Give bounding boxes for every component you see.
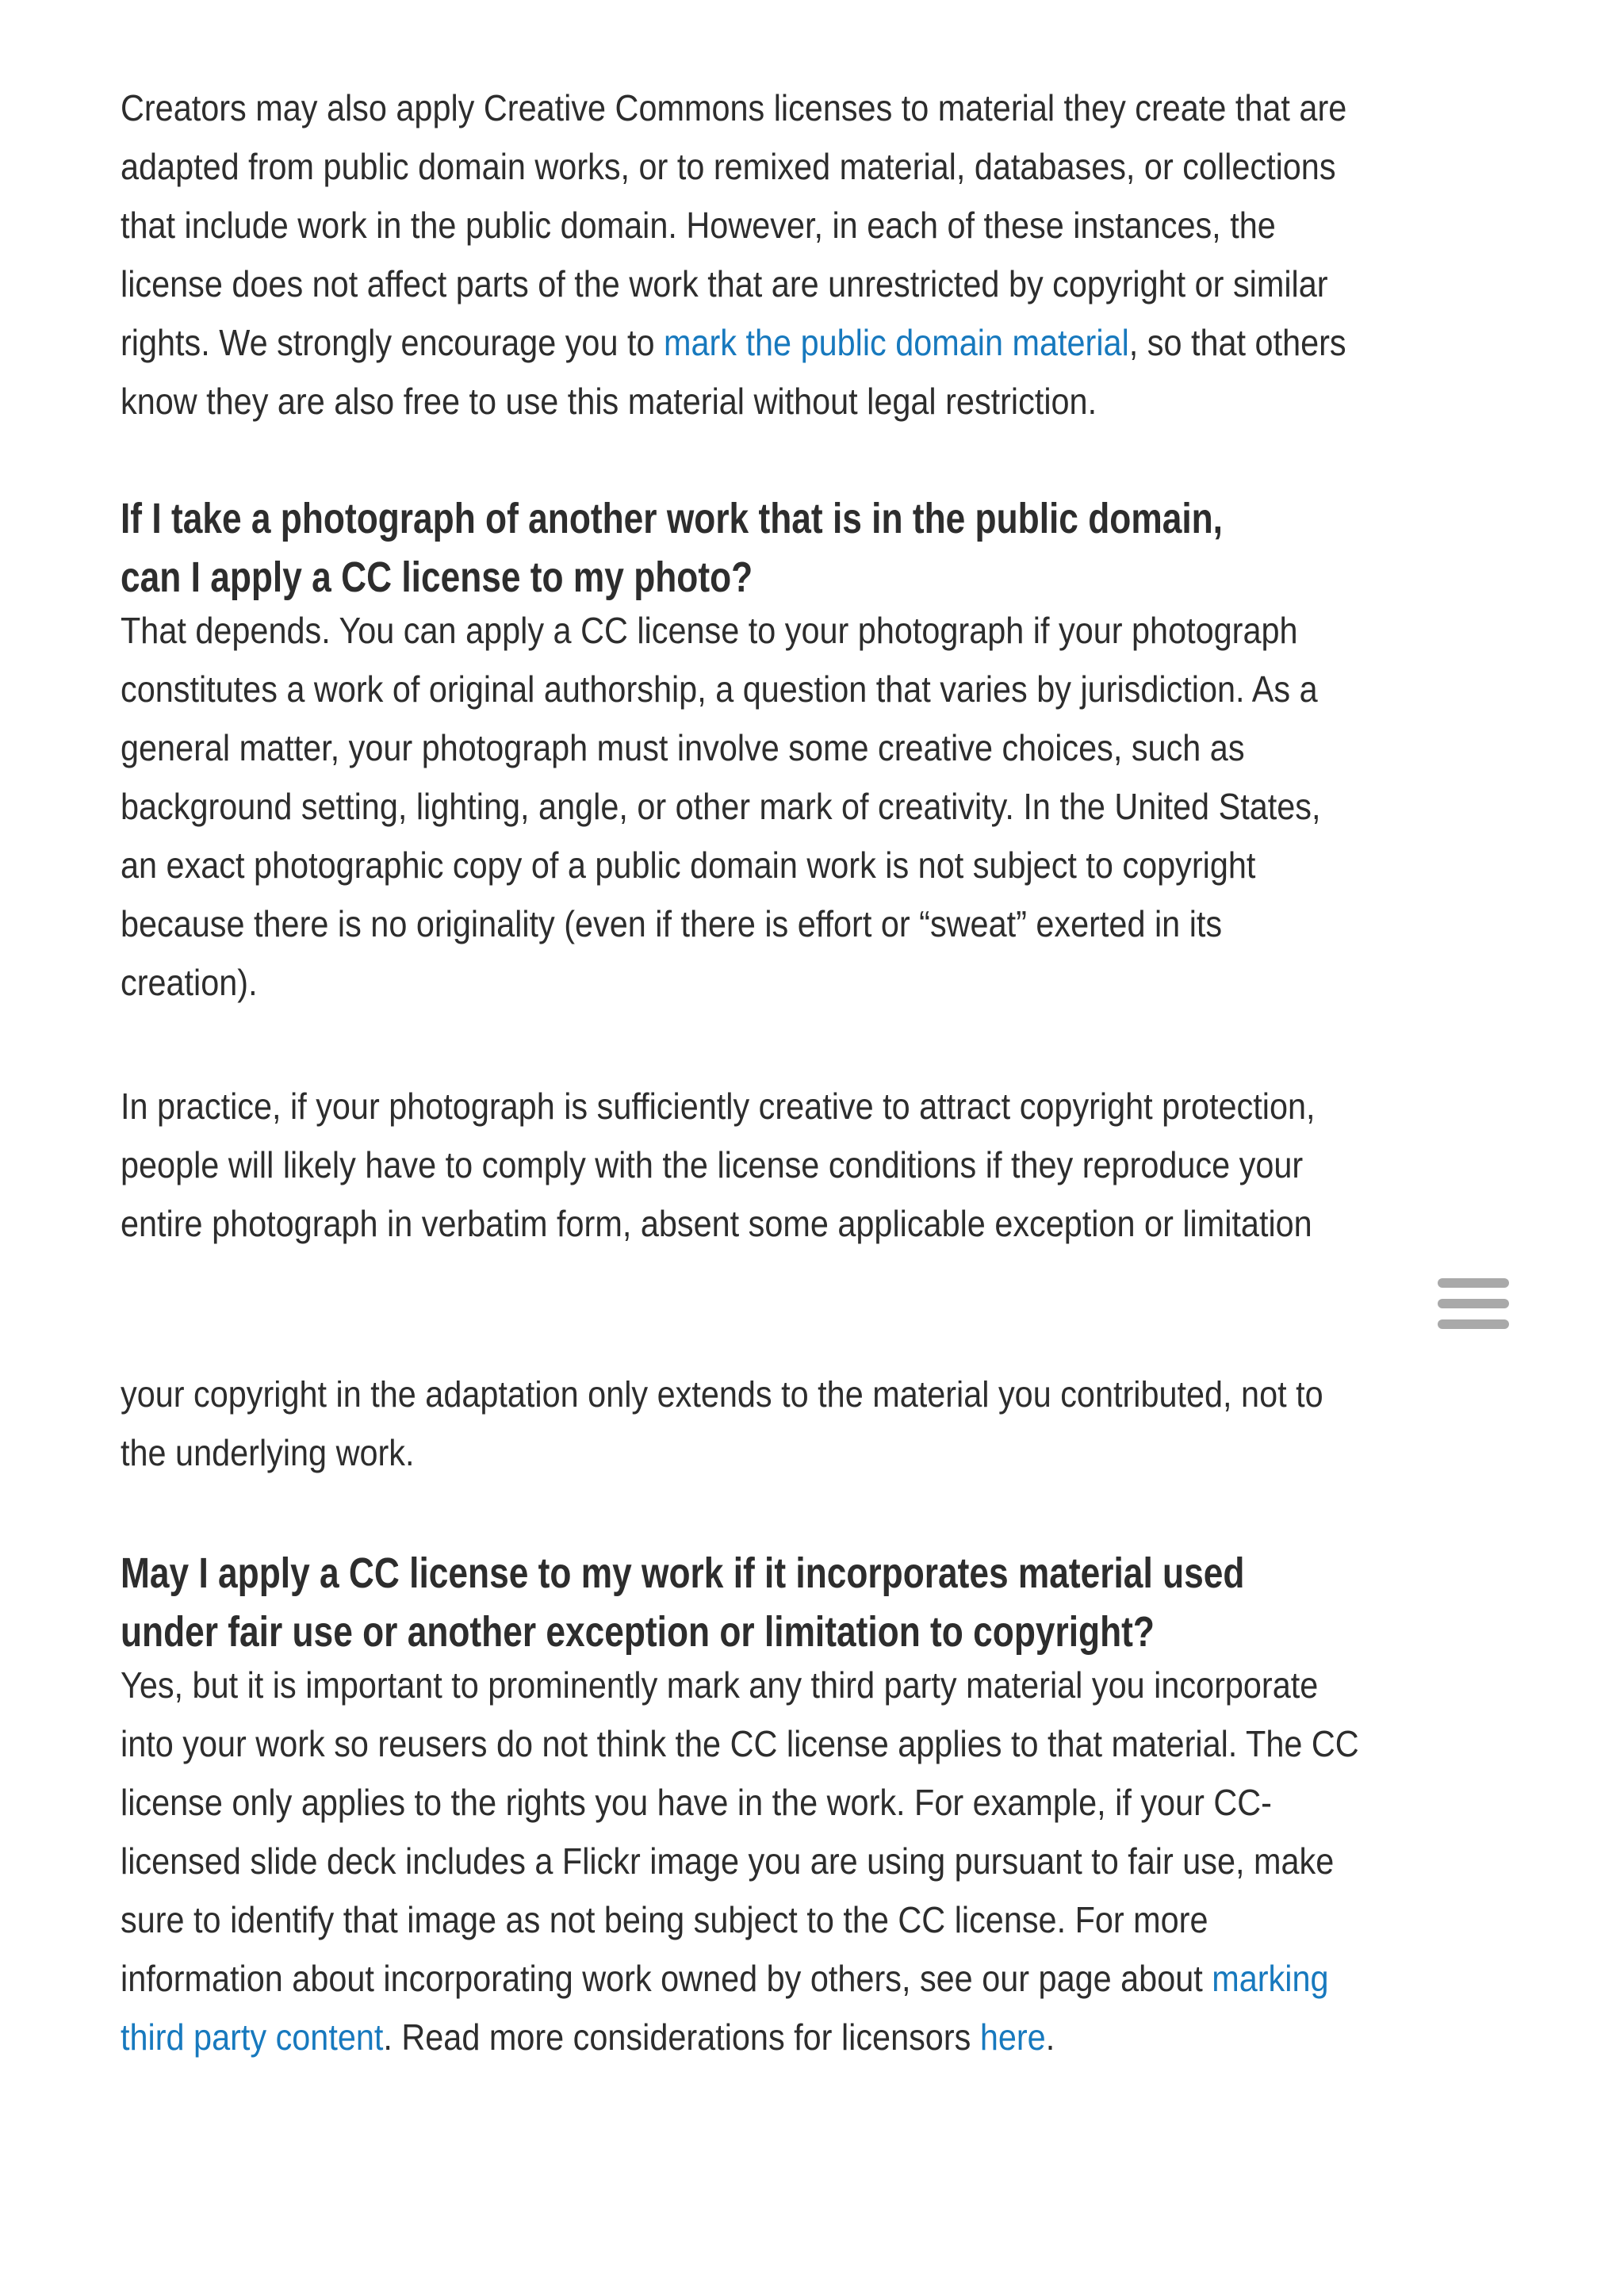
text-line: creation). (121, 962, 258, 1003)
paragraph-fair-use-answer (121, 1656, 1359, 2066)
text-segment: information about incorporating work owned by others, see our page about (121, 1958, 1212, 1999)
text-line: because there is no originality (even if there is effort or “sweat” exerted in its (121, 903, 1223, 944)
paragraph-photograph-answer (121, 601, 1320, 1012)
text-segment: , so that others (1128, 322, 1346, 363)
text-line (121, 313, 1346, 372)
text-line: adapted from public domain works, or to remixed material, databases, or collections (121, 146, 1336, 187)
paragraph-adaptation-copyright (121, 1381, 1398, 1482)
text-line: entire photograph in verbatim form, absent some applicable exception or limitation (121, 1203, 1312, 1244)
question-heading-photograph-public-domain (121, 489, 1223, 607)
text-line: In practice, if your photograph is sufficiently creative to attract copyright protection, (121, 1086, 1316, 1127)
paragraph-public-domain-adaptations (121, 79, 1346, 431)
hamburger-menu-icon (1438, 1299, 1509, 1308)
text-segment: . Read more considerations for licensors (383, 2016, 980, 2058)
hamburger-menu-icon (1438, 1278, 1509, 1288)
text-line (121, 1949, 1359, 2008)
link-marking-third-party-content[interactable]: third party content (121, 2016, 384, 2058)
text-line: people will likely have to comply with the license conditions if they reproduce your (121, 1144, 1304, 1185)
text-line: Yes, but it is important to prominently mark any third party material you incorporate (121, 1664, 1319, 1706)
hamburger-menu-button[interactable] (1438, 1278, 1509, 1327)
question-heading-fair-use (121, 1544, 1244, 1661)
link-considerations-for-licensors[interactable]: here (979, 2016, 1046, 2058)
text-line: know they are also free to use this material without legal restriction. (121, 381, 1097, 422)
text-line: the underlying work. (121, 1432, 415, 1473)
link-marking-third-party-content[interactable]: marking (1212, 1958, 1329, 1999)
text-segment: rights. We strongly encourage you to (121, 322, 665, 363)
text-line: Creators may also apply Creative Commons licenses to material they create that are (121, 87, 1347, 128)
text-line: That depends. You can apply a CC license to your photograph if your photograph (121, 610, 1298, 651)
text-line: constitutes a work of original authorship, a question that varies by jurisdiction. As a (121, 668, 1318, 710)
heading-line: can I apply a CC license to my photo? (121, 553, 753, 601)
text-line: background setting, lighting, angle, or other mark of creativity. In the United States, (121, 786, 1321, 827)
text-line: license only applies to the rights you have in the work. For example, if your CC- (121, 1782, 1272, 1823)
text-line (121, 2008, 1359, 2066)
hamburger-menu-icon (1438, 1319, 1509, 1329)
paragraph-in-practice (121, 1077, 1316, 1253)
text-line: licensed slide deck includes a Flickr image you are using pursuant to fair use, make (121, 1840, 1335, 1882)
text-line: an exact photographic copy of a public domain work is not subject to copyright (121, 844, 1256, 886)
link-mark-public-domain-material[interactable]: mark the public domain material (664, 322, 1129, 363)
heading-line: If I take a photograph of another work that is in the public domain, (121, 495, 1223, 542)
text-line: into your work so reusers do not think the CC license applies to that material. The CC (121, 1723, 1359, 1764)
heading-line: May I apply a CC license to my work if it incorporates material used (121, 1549, 1245, 1597)
heading-line: under fair use or another exception or limitation to copyright? (121, 1608, 1155, 1656)
text-line: general matter, your photograph must involve some creative choices, such as (121, 727, 1245, 768)
clipped-paragraph-region (121, 1381, 1540, 1514)
text-line: sure to identify that image as not being subject to the CC license. For more (121, 1899, 1208, 1940)
text-line: your copyright in the adaptation only extends to the material you contributed, not to (121, 1381, 1323, 1415)
text-line: license does not affect parts of the work that are unrestricted by copyright or similar (121, 263, 1328, 304)
text-line: that include work in the public domain. However, in each of these instances, the (121, 205, 1276, 246)
text-segment: . (1045, 2016, 1055, 2058)
